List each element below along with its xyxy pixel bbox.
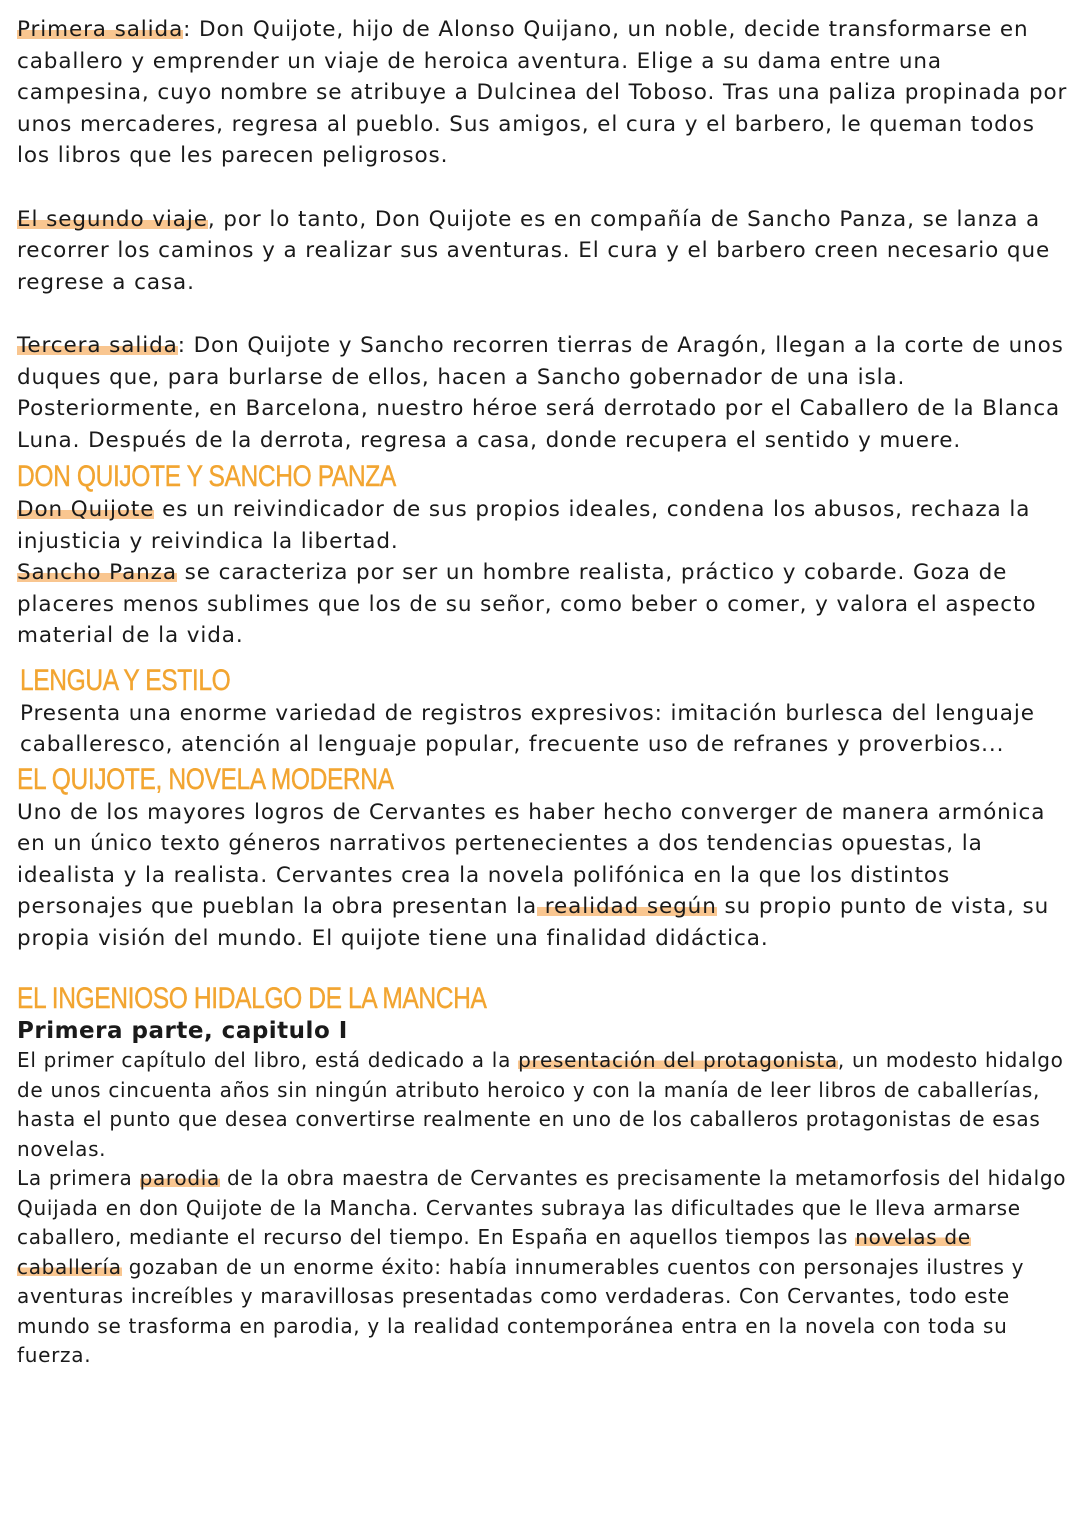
highlight-segundo-viaje: El segundo viaje [17,206,208,232]
paragraph-sancho-panza: Sancho Panza se caracteriza por ser un hombre realista, práctico y cobarde. Goza de placeres menos sublimes que los de su señor, como beber o comer, y valora el aspecto material de la vida. [17,560,1037,648]
paragraph-don-quijote: Don Quijote es un reivindicador de sus propios ideales, condena los abusos, rechaza la injusticia y reivindica la libertad. [17,497,1031,554]
heading-lengua-estilo: LENGUA Y ESTILO [20,663,231,697]
paragraph-primera-salida: Primera salida: Don Quijote, hijo de Alonso Quijano, un noble, decide transformarse en caballero y emprender un viaje de heroica aventura. Elige a su dama entre una campesina, cuyo nombre se atribuye a Dulcinea del Toboso. Tras una paliza propinada por unos mercaderes, regresa al pueblo. Sus amigos, el cura y el barbero, le queman todos los libros que les parecen peligrosos. [17,17,1068,168]
highlight-presentacion: presentación del protagonista [518,1048,838,1072]
highlight-primera-salida: Primera salida [17,17,184,42]
highlight-don-quijote: Don Quijote [17,497,155,522]
paragraph-parodia: La primera parodia de la obra maestra de Cervantes es precisamente la metamorfosis del hidalgo Quijada en don Quijote de la Mancha. Cervantes subraya las dificultades que le lleva armarse caballero, mediante el recurso del tiempo. En España en aquellos tiempos las novelas de caballería gozaban de un enorme éxito: había innumerables cuentos con personajes ilustres y aventuras increíbles y maravillosas presentadas como verdaderas. Con Cervantes, todo este mundo se trasforma en parodia, y la realidad contemporánea entra en la novela con toda su fuerza. [17,1166,1067,1367]
document-page [17,14,1073,1371]
heading-ingenioso-hidalgo: EL INGENIOSO HIDALGO DE LA MANCHA [17,982,487,1015]
paragraph-novela-moderna: Uno de los mayores logros de Cervantes es haber hecho converger de manera armónica en un único texto géneros narrativos pertenecientes a dos tendencias opuestas, la idealista y la realista. Cervantes crea la novela polifónica en la que los distintos personajes que pueblan la obra presentan la realidad según su propio punto de vista, su propia visión del mundo. El quijote tiene una finalidad didáctica. [17,799,1050,951]
heading-novela-moderna: EL QUIJOTE, NOVELA MODERNA [17,762,394,796]
paragraph-primer-capitulo: El primer capítulo del libro, está dedicado a la presentación del protagonista, un modesto hidalgo de unos cincuenta años sin ningún atributo heroico y con la manía de leer libros de caballerías, hasta el punto que desea convertirse realmente en uno de los caballeros protagonistas de esas novelas. [17,1048,1064,1161]
highlight-parodia: parodia [139,1166,220,1190]
paragraph-lengua-estilo: Presenta una enorme variedad de registros expresivos: imitación burlesca del lenguaje caballeresco, atención al lenguaje popular, frecuente uso de refranes y proverbios... [20,700,1035,757]
subheading-primera-parte: Primera parte, capitulo I [17,1018,348,1044]
highlight-tercera-salida: Tercera salida [17,333,178,358]
paragraph-segundo-viaje: El segundo viaje, por lo tanto, Don Quijote es en compañía de Sancho Panza, se lanza a recorrer los caminos y a realizar sus aventuras. El cura y el barbero creen necesario que regrese a casa. [17,206,1051,295]
highlight-sancho-panza: Sancho Panza [17,560,177,585]
heading-personajes: DON QUIJOTE Y SANCHO PANZA [17,460,396,493]
paragraph-tercera-salida: Tercera salida: Don Quijote y Sancho recorren tierras de Aragón, llegan a la corte de unos duques que, para burlarse de ellos, hacen a Sancho gobernador de una isla. Posteriormente, en Barcelona, nuestro héroe será derrotado por el Caballero de la Blanca Luna. Después de la derrota, regresa a casa, donde recupera el sentido y muere. [17,333,1064,453]
highlight-novelas-caballeria: novelas de caballería [17,1225,971,1279]
highlight-realidad-segun: realidad según [537,894,717,919]
